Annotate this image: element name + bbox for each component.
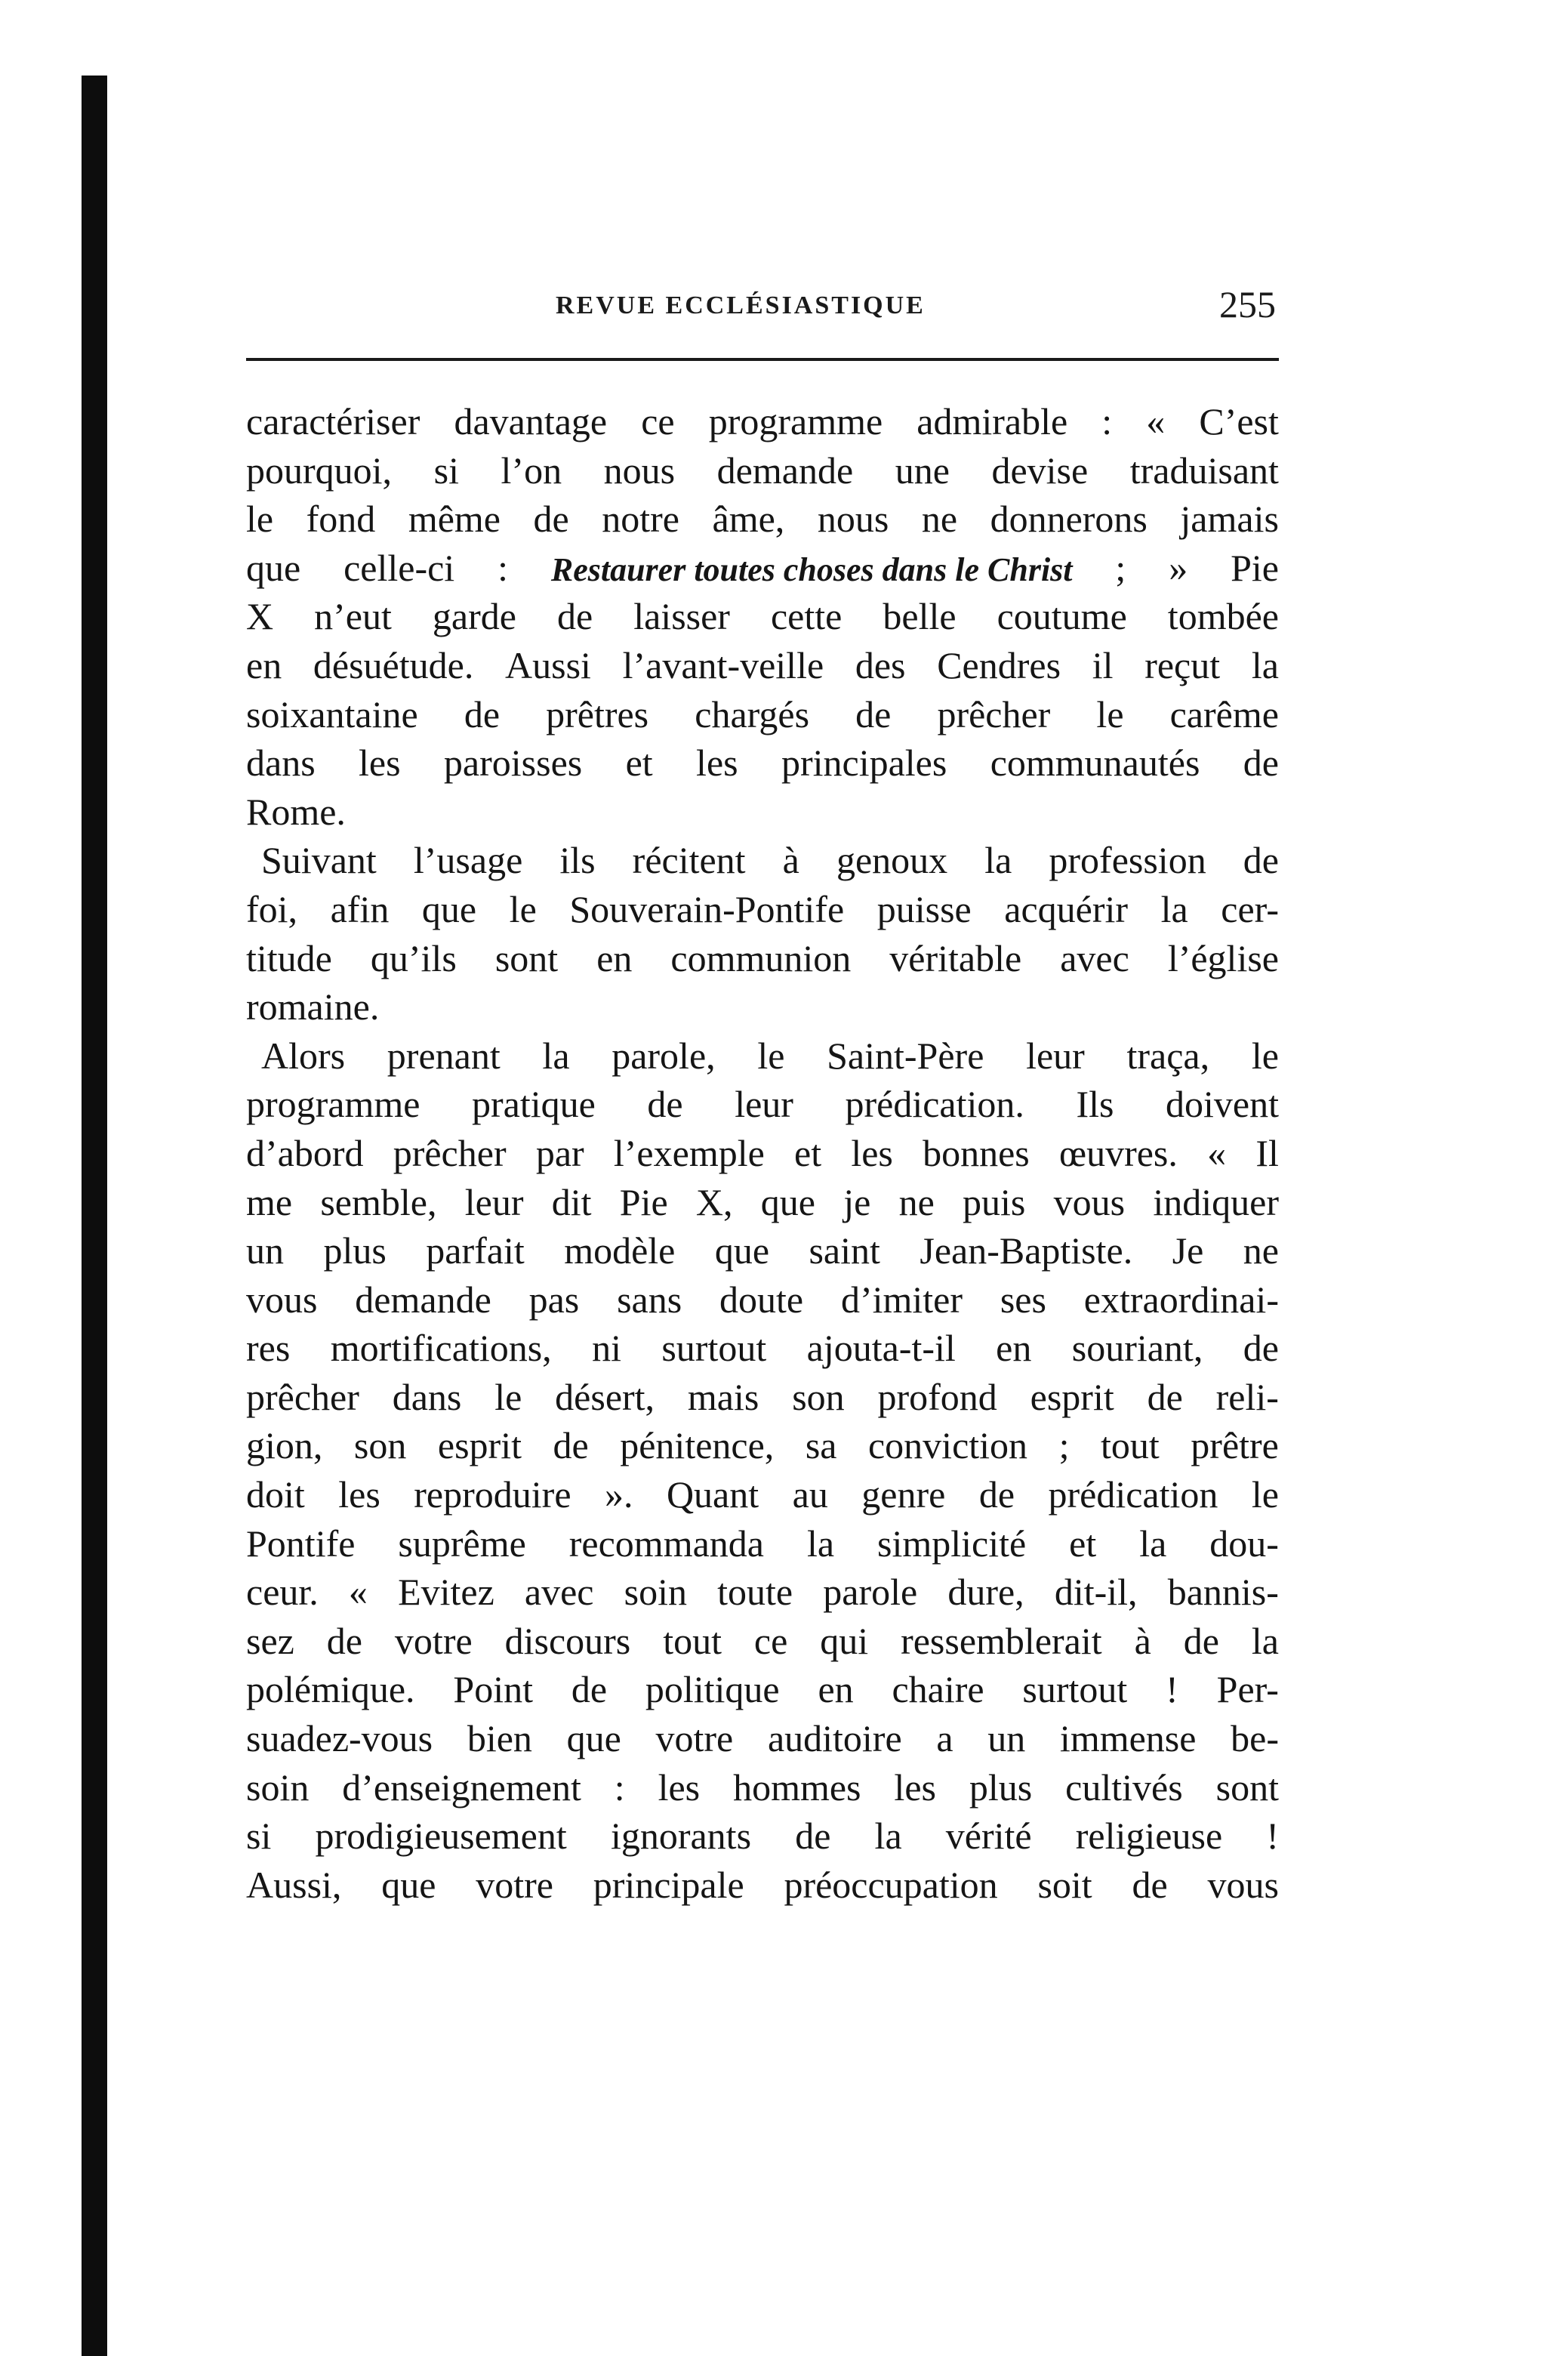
text-line: que celle-ci : Restaurer toutes choses dans le Christ ; » Pie [246, 544, 1279, 593]
body-text [246, 397, 1279, 1909]
text-line: Alors prenant la parole, le Saint-Père leur traça, le [261, 1034, 1279, 1077]
text-line: Rome. [246, 790, 346, 833]
text-line: ceur. « Evitez avec soin toute parole dure, dit-il, bannis- [246, 1571, 1279, 1614]
text-line: res mortifications, ni surtout ajouta-t-il en souriant, de [246, 1327, 1279, 1370]
text-line: vous demande pas sans doute d’imiter ses extraordinai- [246, 1278, 1279, 1321]
text-line: si prodigieusement ignorants de la vérité religieuse ! [246, 1815, 1279, 1858]
scan-edge-shadow [82, 76, 107, 2356]
text-line: titude qu’ils sont en communion véritable avec l’église [246, 936, 1279, 979]
text-line: doit les reproduire ». Quant au genre de prédication le [246, 1473, 1279, 1516]
text-line: Suivant l’usage ils récitent à genoux la profession de [261, 839, 1279, 882]
text-line: pourquoi, si l’on nous demande une devise traduisant [246, 449, 1279, 492]
text-line: Pontife suprême recommanda la simplicité et la dou- [246, 1522, 1279, 1565]
text-line: d’abord prêcher par l’exemple et les bonnes œuvres. « Il [246, 1131, 1279, 1174]
running-header [246, 283, 1279, 334]
text-line: sez de votre discours tout ce qui ressemblerait à de la [246, 1619, 1279, 1662]
text-line: suadez-vous bien que votre auditoire a un immense be- [246, 1717, 1279, 1760]
text-line: Aussi, que votre principale préoccupation soit de vous [246, 1863, 1279, 1906]
text-line: foi, afin que le Souverain-Pontife puisse acquérir la cer- [246, 887, 1279, 930]
text-line: le fond même de notre âme, nous ne donnerons jamais [246, 498, 1279, 541]
header-rule [246, 358, 1279, 361]
text-line: me semble, leur dit Pie X, que je ne puis vous indiquer [246, 1180, 1279, 1223]
text-line: en désuétude. Aussi l’avant-veille des Cendres il reçut la [246, 643, 1279, 686]
page-number: 255 [1219, 283, 1276, 325]
text-line: polémique. Point de politique en chaire surtout ! Per- [246, 1668, 1279, 1711]
text-line: soixantaine de prêtres chargés de prêcher le carême [246, 692, 1279, 735]
text-line: gion, son esprit de pénitence, sa conviction ; tout prêtre [246, 1424, 1279, 1467]
text-line: X n’eut garde de laisser cette belle coutume tombée [246, 595, 1279, 638]
text-line: caractériser davantage ce programme admirable : « C’est [246, 400, 1279, 443]
text-line: soin d’enseignement : les hommes les plus cultivés sont [246, 1765, 1279, 1809]
text-line: un plus parfait modèle que saint Jean-Baptiste. Je ne [246, 1229, 1279, 1272]
italic-quote: Restaurer toutes choses dans le Christ [550, 550, 1073, 588]
running-title: REVUE ECCLÉSIASTIQUE [556, 291, 926, 319]
text-line: romaine. [246, 985, 380, 1028]
text-line: programme pratique de leur prédication. Ils doivent [246, 1083, 1279, 1126]
text-line: prêcher dans le désert, mais son profond esprit de reli- [246, 1375, 1279, 1418]
text-line: dans les paroisses et les principales communautés de [246, 742, 1279, 785]
